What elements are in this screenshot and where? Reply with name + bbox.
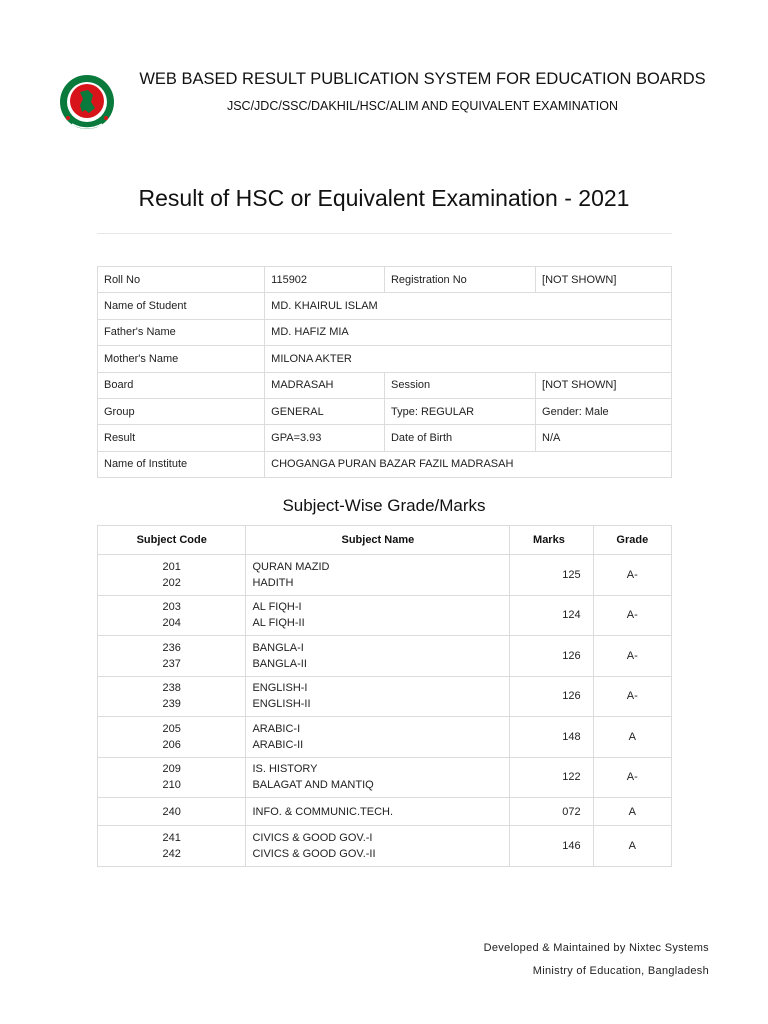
subject-name: BALAGAT AND MANTIQ bbox=[252, 779, 374, 792]
page-header bbox=[0, 0, 768, 150]
subject-name-cell bbox=[246, 555, 510, 596]
subject-code: 202 bbox=[162, 576, 181, 589]
subject-code-cell bbox=[98, 595, 246, 636]
subject-code: 240 bbox=[162, 805, 181, 818]
subject-name-cell bbox=[246, 717, 510, 758]
table-row bbox=[98, 595, 672, 636]
info-row-roll bbox=[98, 267, 672, 293]
grade-cell: A- bbox=[593, 757, 671, 798]
subject-name: AL FIQH-II bbox=[252, 617, 305, 630]
grades-table bbox=[97, 525, 672, 867]
marks-cell: 125 bbox=[510, 555, 593, 596]
marks-cell: 148 bbox=[510, 717, 593, 758]
subject-code: 238 bbox=[162, 682, 181, 695]
government-seal-icon bbox=[58, 66, 116, 138]
result-label: Result bbox=[98, 425, 265, 451]
marks-cell: 124 bbox=[510, 595, 593, 636]
page-title: Result of HSC or Equivalent Examination - 2021 bbox=[138, 185, 630, 211]
father-name-value: MD. HAFIZ MIA bbox=[265, 319, 672, 345]
subject-code: 210 bbox=[162, 779, 181, 792]
system-title: WEB BASED RESULT PUBLICATION SYSTEM FOR EDUCATION BOARDS bbox=[139, 70, 706, 88]
subject-name-cell bbox=[246, 826, 510, 867]
subject-code-cell bbox=[98, 798, 246, 826]
subject-code-cell bbox=[98, 717, 246, 758]
subject-code: 241 bbox=[162, 831, 181, 844]
subject-code: 242 bbox=[162, 847, 181, 860]
table-row bbox=[98, 636, 672, 677]
subject-code: 205 bbox=[162, 722, 181, 735]
marks-cell: 072 bbox=[510, 798, 593, 826]
subject-code: 201 bbox=[162, 560, 181, 573]
subject-name: HADITH bbox=[252, 576, 294, 589]
marks-cell: 126 bbox=[510, 676, 593, 717]
mother-name-value: MILONA AKTER bbox=[265, 346, 672, 372]
subject-code: 209 bbox=[162, 763, 181, 776]
session-value: [NOT SHOWN] bbox=[536, 372, 672, 398]
subject-name: BANGLA-I bbox=[252, 641, 304, 654]
grade-cell: A- bbox=[593, 555, 671, 596]
header-subject-code: Subject Code bbox=[98, 526, 246, 555]
subject-name-cell bbox=[246, 798, 510, 826]
type-value: Type: REGULAR bbox=[384, 398, 535, 424]
subject-code: 204 bbox=[162, 617, 181, 630]
marks-cell: 126 bbox=[510, 636, 593, 677]
subject-code: 239 bbox=[162, 698, 181, 711]
roll-label: Roll No bbox=[98, 267, 265, 293]
subject-code-cell bbox=[98, 636, 246, 677]
subject-name: ARABIC-II bbox=[252, 738, 304, 751]
table-row bbox=[98, 676, 672, 717]
system-subtitle: JSC/JDC/SSC/DAKHIL/HSC/ALIM AND EQUIVALENT EXAMINATION bbox=[226, 99, 619, 113]
board-label: Board bbox=[98, 372, 265, 398]
subject-code: 203 bbox=[162, 601, 181, 614]
father-name-label: Father's Name bbox=[98, 319, 265, 345]
gender-value: Gender: Male bbox=[536, 398, 672, 424]
subject-name: ARABIC-I bbox=[252, 722, 301, 735]
dob-value: N/A bbox=[536, 425, 672, 451]
registration-label: Registration No bbox=[384, 267, 535, 293]
subject-name: CIVICS & GOOD GOV.-I bbox=[252, 831, 373, 844]
subject-name-cell bbox=[246, 757, 510, 798]
grade-cell: A- bbox=[593, 636, 671, 677]
table-row bbox=[98, 757, 672, 798]
subject-name: INFO. & COMMUNIC.TECH. bbox=[252, 805, 394, 818]
grade-cell: A bbox=[593, 826, 671, 867]
info-row-mother bbox=[98, 346, 672, 372]
info-row-father bbox=[98, 319, 672, 345]
marks-cell: 146 bbox=[510, 826, 593, 867]
table-row bbox=[98, 798, 672, 826]
subject-code-cell bbox=[98, 826, 246, 867]
group-label: Group bbox=[98, 398, 265, 424]
roll-value: 115902 bbox=[265, 267, 385, 293]
info-row-group bbox=[98, 398, 672, 424]
session-label: Session bbox=[384, 372, 535, 398]
ministry-credit: Ministry of Education, Bangladesh bbox=[532, 965, 709, 977]
dob-label: Date of Birth bbox=[384, 425, 535, 451]
subject-name: ENGLISH-II bbox=[252, 698, 311, 711]
subject-name: BANGLA-II bbox=[252, 657, 307, 670]
divider bbox=[97, 233, 672, 234]
grade-cell: A bbox=[593, 717, 671, 758]
grade-cell: A bbox=[593, 798, 671, 826]
marks-cell: 122 bbox=[510, 757, 593, 798]
table-row bbox=[98, 555, 672, 596]
grades-header-row bbox=[98, 526, 672, 555]
registration-value: [NOT SHOWN] bbox=[536, 267, 672, 293]
student-name-label: Name of Student bbox=[98, 293, 265, 319]
institute-value: CHOGANGA PURAN BAZAR FAZIL MADRASAH bbox=[265, 451, 672, 477]
subject-code-cell bbox=[98, 676, 246, 717]
info-row-result bbox=[98, 425, 672, 451]
subject-code: 237 bbox=[162, 657, 181, 670]
table-row bbox=[98, 717, 672, 758]
developer-credit: Developed & Maintained by Nixtec Systems bbox=[483, 942, 709, 954]
subject-name: AL FIQH-I bbox=[252, 601, 302, 614]
group-value: GENERAL bbox=[265, 398, 385, 424]
student-name-value: MD. KHAIRUL ISLAM bbox=[265, 293, 672, 319]
subject-name: CIVICS & GOOD GOV.-II bbox=[252, 847, 376, 860]
grade-cell: A- bbox=[593, 676, 671, 717]
header-marks: Marks bbox=[510, 526, 593, 555]
subject-name-cell bbox=[246, 676, 510, 717]
subject-name: IS. HISTORY bbox=[252, 763, 318, 776]
result-value: GPA=3.93 bbox=[265, 425, 385, 451]
subject-code: 236 bbox=[162, 641, 181, 654]
info-row-board bbox=[98, 372, 672, 398]
info-row-name bbox=[98, 293, 672, 319]
institute-label: Name of Institute bbox=[98, 451, 265, 477]
info-row-institute bbox=[98, 451, 672, 477]
subject-name-cell bbox=[246, 636, 510, 677]
board-value: MADRASAH bbox=[265, 372, 385, 398]
subject-code-cell bbox=[98, 757, 246, 798]
table-row bbox=[98, 826, 672, 867]
student-info-table bbox=[97, 266, 672, 478]
subject-code-cell bbox=[98, 555, 246, 596]
subject-name: ENGLISH-I bbox=[252, 682, 308, 695]
subject-name: QURAN MAZID bbox=[252, 560, 330, 573]
mother-name-label: Mother's Name bbox=[98, 346, 265, 372]
subject-name-cell bbox=[246, 595, 510, 636]
header-subject-name: Subject Name bbox=[246, 526, 510, 555]
grades-section-title: Subject-Wise Grade/Marks bbox=[282, 496, 486, 515]
header-grade: Grade bbox=[593, 526, 671, 555]
grade-cell: A- bbox=[593, 595, 671, 636]
subject-code: 206 bbox=[162, 738, 181, 751]
